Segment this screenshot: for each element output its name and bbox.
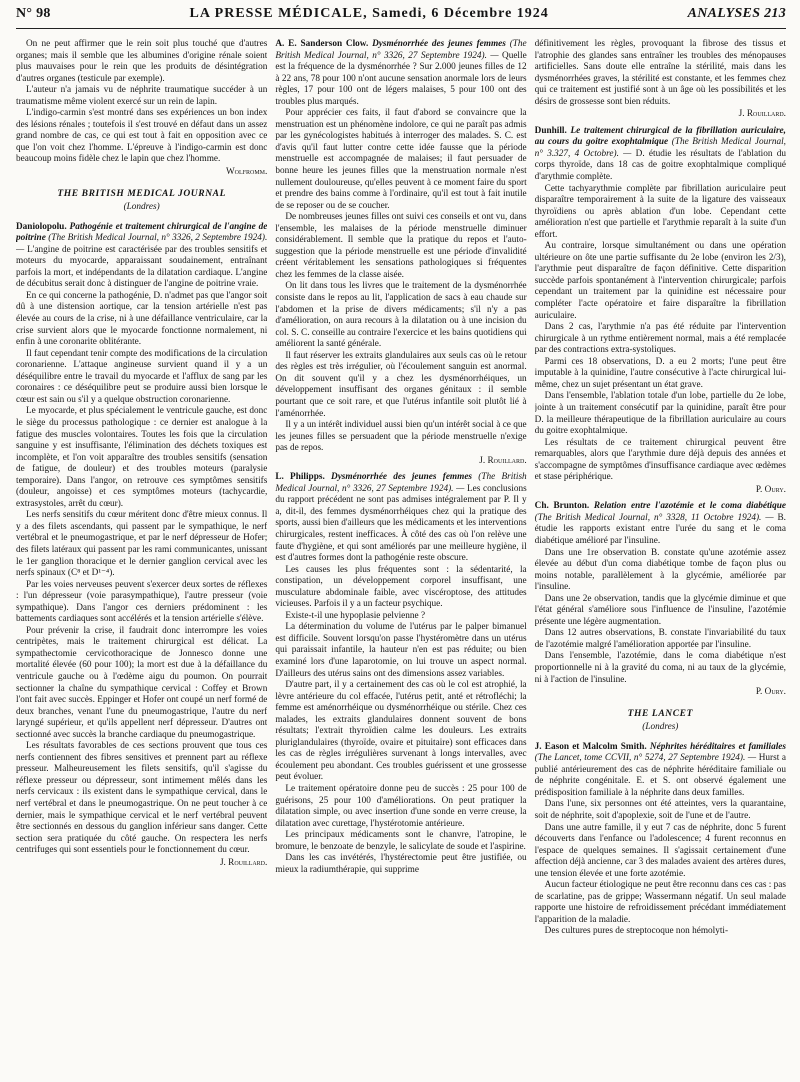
paragraph: Le traitement opératoire donne peu de succès : 25 pour 100 de guérisons, 25 pour 100 d'améliorations. On peut pratiquer la dilatation simple, ou avec insertion d'une sonde en verre creuse, la dilatation avec curettage, l'hystérotomie antérieure. [275, 784, 527, 829]
paragraph: Dans une 2e observation, tandis que la glycémie diminue et que l'état général s'améliore sous l'influence de l'insuline, l'azotémie présente une légère augmentation. [534, 593, 786, 627]
journal-city: (Londres) [123, 202, 160, 213]
paragraph: Existe-t-il une hypoplasie pelvienne ? [285, 610, 426, 621]
paragraph: De nombreuses jeunes filles ont suivi ces conseils et ont vu, dans l'ensemble, les malaises de la période menstruelle diminuer considérablement. Il semble que la pratique du repos et l'auto-suggestion que la période menstruelle est une période d'invalidité créent véritablement les sensations pathologiques si fréquentes chez les femmes de la classe aisée. [275, 212, 527, 280]
paragraph: Pour prévenir la crise, il faudrait donc interrompre les voies centripètes, mais le traitement chirurgical est délicat. La sympathectomie cervicothoracique de Jonnesco donne une mortalité élevée (60 pour 100); la mort est due à la défaillance du ventricule gauche ou à l'œdème aigu du poumon. On pourrait sectionner la chaîne du sympathique cervical : Coffey et Brown l'ont fait avec succès. Eppinger et Hofer ont coupé un nerf formé de deux branches, venant l'une du pneumogastrique, l'autre du nerf laryngé supérieur, et qu'ils appellent nerf dépresseur. D'autres ont sectionné avec succès la branche cardiaque du pneumogastrique. [16, 625, 268, 740]
paragraph: On lit dans tous les livres que le traitement de la dysménorrhée consiste dans le repos au lit, l'application de sacs à eau chaude sur l'abdomen et la prise de divers médicaments; s'il n'y a pas d'amélioration, on aura recours à la dilatation ou à une incision du col. S. C. conseille au contraire l'exercice et les bains quotidiens qui améliorent la santé générale. [275, 281, 527, 350]
signature: P. Oury. [755, 687, 786, 698]
paragraph: Les nerfs sensitifs du cœur méritent donc d'être mieux connus. Il y a des filets ascendants, qui passent par le sympathique, le nerf vertébral et le pneumogastrique, et par le nerf dépresseur de Hofer; des filets latéraux qui passent par les rami communicantes, unissant le 1er ganglion thoracique et le dernier ganglion cervical avec les nerfs spinaux (C⁸ et D¹⁻⁴). [16, 510, 268, 579]
paragraph: Au contraire, lorsque simultanément ou dans une opération ultérieure on ôte une partie suffisante du 2e lobe (environ les 2/3), l'arythmie peut disparaître de façon définitive. Cette disparition succède parfois spontanément à l'intervention chirurgicale; parfois cependant un traitement par la quinidine est nécessaire pour compléter l'acte opératoire et faire disparaître la fibrillation auriculaire. [534, 241, 786, 321]
paragraph: Le myocarde, et plus spécialement le ventricule gauche, est donc le siège du processus pathologique : ce dernier est analogue à la fatigue des muscles volontaires. Toutes les fois que la circulation sanguine y est insuffisante, l'élimination des déchets toxiques est incomplète, et l'on voit apparaître des troubles sensitifs (sensation de fatigue, de douleur) et des troubles moteurs (paralysie temporaire). Dans l'angor, on retrouve ces symptômes sensitifs (douleur, angoisse) et ces symptômes moteurs (tachycardie, extrasystoles, arrêt du cœur). [16, 406, 268, 509]
paragraph: D'autre part, il y a certainement des cas où le col est atrophié, la lèvre antérieure du col effacée, l'utérus petit, anté et rétrofléchi; la femme est aménorrhéique ou dysménorrhéique ou stérile. Chez ces malades, les extraits glandulaires donnent souvent de bons résultats; l'extrait thyroïdien calme les douleurs. Les extraits pluriglandulaires (thyroïde, ovaire et pituitaire) sont efficaces dans les cas de règles irrégulières survenant à longs intervalles, avec écoulement peu abondant. Ces troubles guérissent et une grossesse peut évoluer. [275, 680, 527, 783]
paragraph: Dans une 1re observation B. constate qu'une azotémie assez élevée au début d'un coma diabétique tombe de façon plus ou moins notable, parallèlement à la glycémie, améliorée par l'insuline. [534, 547, 786, 593]
paragraph: Dans une autre famille, il y eut 7 cas de néphrite, donc 5 furent découverts dans l'enfance ou l'adolescence; 4 furent reconnus en l'espace de quelques semaines. Il s'agissait certainement d'une affection déjà ancienne, car 3 des malades avaient des artères dures, une tension élevée et une forte azotémie. [534, 822, 786, 879]
paragraph: Il faut réserver les extraits glandulaires aux seuls cas où le retour des règles est très irrégulier, où l'écoulement sanguin est anormal. On dit souvent qu'il y a chez les dysménorrhéiques, un développement insuffisant des organes génitaux : il semble pourtant que ce soit rare, et que l'utérus infantile soit plutôt lié à l'aménorrhée. [275, 350, 527, 419]
article-abstract: J. Eason et Malcolm Smith. Néphrites héréditaires et familiales (The Lancet, tome CCVII, n° 5274, 27 Septembre 1924). — Hurst a publié antérieurement des cas de néphrite héréditaire familiale ou de néphrite congénitale. E. et S. ont observé également une prédisposition familiale à la néphrite dans deux familles. [534, 741, 786, 798]
paragraph: Dans 12 autres observations, B. constate l'invariabilité du taux de l'azotémie malgré l'amélioration apportée par l'insuline. [534, 628, 786, 650]
article-abstract: L. Philipps. Dysménorrhée des jeunes femmes (The British Medical Journal, n° 3326, 27 Septembre 1924). — Les conclusions du rapport précédent ne sont pas admises intégralement par P. Il y a, dit-il, des femmes dysménorrhéiques chez qui la pratique des sports, aussi bien d'ailleurs que les médicaments et les interventions chirurgicales, restent inefficaces. À côté des cas où l'on relève une faute d'hygiène, et qui sont améliorés par une meilleure hygiène, il est d'autres formes dont la pathogénie reste obscure. [275, 472, 527, 564]
issue-number: N° 98 [16, 6, 51, 21]
paragraph: Les principaux médicaments sont le chanvre, l'atropine, le bromure, le benzoate de benzyle, le salicylate de soude et l'aspirine. [275, 830, 527, 852]
paragraph: Parmi ces 18 observations, D. a eu 2 morts; l'une peut être imputable à la quinidine, l'autre consécutive à l'acte chirurgical lui-même, chez un sujet présentant un état grave. [534, 356, 786, 390]
paragraph: L'auteur n'a jamais vu de néphrite traumatique succéder à un traumatisme même violent exercé sur un rein de lapin. [16, 85, 268, 107]
paragraph: Cette tachyarythmie complète par fibrillation auriculaire peut disparaître temporairement à la suite de la ligature des vaisseaux thyroïdiens ou après ablation d'un lobe. Cependant cette amélioration n'est que partielle et l'arythmie reparaît à la suite d'un effort. [534, 183, 786, 240]
journal-city: (Londres) [642, 722, 679, 733]
article-columns [16, 39, 786, 1075]
paragraph: Il faut cependant tenir compte des modifications de la circulation coronarienne. L'attaque angineuse survient quand il y a un déséquilibre entre le travail du myocarde et l'afflux de sang par les coronaires : ce déséquilibre peut se produire aussi bien lorsque le cœur est sain ou s'il y a quelque obstruction coronarienne. [16, 348, 268, 405]
paragraph: Pour apprécier ces faits, il faut d'abord se convaincre que la menstruation est un phénomène indolore, ce qui ne paraît pas admis par les gynécologistes habitués à interroger des malades. S. C. est d'avis qu'il faut lutter contre cette idée fausse que la période menstruelle est accompagnée de malaises; il faut persuader de bonne heure les jeunes filles que la menstruation normale n'est nullement douloureuse, qu'elles peuvent à ce moment faire du sport et prendre des bains comme à l'ordinaire, qu'il est tout à fait inutile de se reposer ou de se coucher. [275, 108, 527, 211]
article-abstract: Ch. Brunton. Relation entre l'azotémie et le coma diabétique (The British Medical Journal, n° 3328, 11 Octobre 1924). — B. étudie les rapports existant entre l'urée du sang et le coma diabétique amélioré par l'insuline. [534, 501, 786, 546]
journal-heading: THE LANCET [627, 708, 694, 719]
journal-heading: THE BRITISH MEDICAL JOURNAL [57, 188, 226, 199]
signature: J. Rouillard. [479, 455, 527, 466]
paragraph: Les résultats favorables de ces sections prouvent que tous ces nerfs contiennent des fibres sensitives et prennent part au réflexe presseur. Malheureusement les filets sensitifs, qu'il s'agisse du réflexe presseur ou dépresseur, sont intimement mêlés dans les nerfs cervicaux : ils existent dans le sympathique cervical, dans le nerf vertébral et dans le pneumogastrique. On ne peut toucher à ce dernier, mais le sympathique cervical et le nerf vertébral peuvent être sectionnés en dessous du ganglion inférieur sans danger. Cette section sera pratiquée du côté gauche. On respectera les nerfs centrifuges qui sont essentiels pour le fonctionnement du cœur. [16, 741, 268, 856]
paragraph: Par les voies nerveuses peuvent s'exercer deux sortes de réflexes : l'un dépresseur (voie parasympathique), l'autre presseur (voie sympathique). Dans l'angor ces derniers prédominent : les battements cardiaques sont accélérés et la tension artérielle s'élève. [16, 579, 268, 625]
paragraph: Dans les cas invétérés, l'hystérectomie peut être justifiée, ou mieux la radiumthérapie, qui supprime [275, 853, 527, 875]
signature: P. Oury. [755, 484, 786, 495]
paragraph: définitivement les règles, provoquant la fibrose des tissus et l'atrophie des glandes sans entraîner les troubles des ménopauses artificielles. Sans doute elle entraîne la stérilité, mais dans les dysménorrhées graves, la stérilité est constante, et les femmes chez qui ce traitement est justifié sont à un âge où les possibilités et les désirs de grossesse sont bien réduits. [534, 39, 786, 107]
paragraph: L'indigo-carmin s'est montré dans ses expériences un bon index des lésions rénales ; toutefois il s'est trouvé en défaut dans un assez grand nombre de cas, ce qui est tout à fait en opposition avec ce que l'on voit chez l'homme. L'épreuve à l'indigo-carmin est donc beaucoup moins fidèle chez le lapin que chez l'homme. [16, 108, 268, 165]
paragraph: Dans 2 cas, l'arythmie n'a pas été réduite par l'intervention chirurgicale à un rythme entièrement normal, mais a été remplacée par des contractions extra-systoliques. [534, 322, 786, 356]
paragraph: Dans l'ensemble, l'ablation totale d'un lobe, partielle du 2e lobe, jointe à un traitement consécutif par la quinidine, paraît être pour D. la meilleure thérapeutique de la fibrillation auriculaire au cours du goitre exophtalmique. [534, 391, 786, 437]
signature: Wolfromm. [225, 167, 268, 178]
signature: J. Rouillard. [738, 109, 786, 120]
column-1 [16, 39, 267, 1075]
paragraph: Il y a un intérêt individuel aussi bien qu'un intérêt social à ce que les jeunes filles se persuadent que la période menstruelle n'exige pas de repos. [275, 420, 527, 454]
paragraph: La détermination du volume de l'utérus par le palper bimanuel est difficile. Souvent lorsqu'on passe l'hystéromètre dans un utérus qui paraissait infantile, la hauteur n'en est pas réduite; ou bien examiné lors d'une laparotomie, on lui trouve un aspect normal. D'ailleurs des utérus sains ont des dimensions assez variables. [275, 622, 527, 679]
section-page: ANALYSES 213 [687, 6, 786, 21]
signature: J. Rouillard. [219, 857, 268, 868]
column-3 [535, 39, 786, 1075]
article-abstract: Dunhill. Le traitement chirurgical de la fibrillation auriculaire, au cours du goitre exophtalmique (The British Medical Journal, n° 3.327, 4 Octobre). — D. étudie les résultats de l'ablation du corps thyroïde, dans 18 cas de goitre exophtalmique compliqué d'arythmie complète. [534, 125, 786, 183]
page-number: 213 [764, 6, 786, 21]
paragraph: Des cultures pures de streptocoque non hémolyti- [544, 926, 729, 937]
page-header [16, 6, 786, 29]
paragraph: Les résultats de ce traitement chirurgical peuvent être remarquables, alors que l'arythmie dure déjà depuis des années et s'accompagne de symptômes d'insuffisance cardiaque avec œdèmes et stase périphérique. [534, 437, 786, 483]
paragraph: En ce qui concerne la pathogénie, D. n'admet pas que l'angor soit dû à une distension aortique, car la tension artérielle n'est pas élevée au cours de la crise, ni à une défaillance ventriculaire, car la crise survient alors que le myocarde fonctionne normalement, ni enfin à une coronarite oblitérante. [16, 290, 268, 348]
paragraph: Dans l'une, six personnes ont été atteintes, vers la quarantaine, soit de néphrite, soit d'apoplexie, soit de l'une et de l'autre. [534, 799, 786, 821]
paragraph: Les causes les plus fréquentes sont : la sédentarité, la constipation, un développement corporel insuffisant, une musculature abdominale faible, avec viscéroptose, des attitudes vicieuses. Parfois il y a un facteur psychique. [275, 564, 527, 610]
article-abstract: A. E. Sanderson Clow. Dysménorrhée des jeunes femmes (The British Medical Journal, n° 3326, 27 Septembre 1924). — Quelle est la fréquence de la dysménorrhée ? Sur 2.000 jeunes filles de 12 à 22 ans, 78 pour 100 n'ont aucune sensation anormale lors de leurs règles, 17 pour 100 ont de légers malaises, 5 pour 100 ont des troubles plus marqués. [275, 39, 527, 107]
column-2 [275, 39, 526, 1075]
paragraph: On ne peut affirmer que le rein soit plus touché que d'autres organes; mais il semble que les albumines d'origine rénale soient plus mauvaises pour le rein que les produits de désintégration d'autres organes (testicule par exemple). [16, 39, 268, 84]
journal-title: LA PRESSE MÉDICALE, Samedi, 6 Décembre 1924 [189, 6, 549, 21]
paragraph: Aucun facteur étiologique ne peut être reconnu dans ces cas : pas de scarlatine, pas de grippe; Wassermann négatif. Un seul malade rapporte une histoire de refroidissement précédant immédiatement l'apparition de la maladie. [534, 880, 786, 925]
article-abstract: Daniolopolu. Pathogénie et traitement chirurgical de l'angine de poitrine (The British Medical Journal, n° 3326, 2 Septembre 1924). — L'angine de poitrine est caractérisée par des troubles sensitifs et moteurs du myocarde, apparaissant soudainement, entraînant parfois la mort, et indépendants de la dilatation cardiaque. L'angine de décubitus serait donc à distinguer de l'angine de poitrine vraie. [16, 221, 268, 290]
paragraph: Dans l'ensemble, l'azotémie, dans le coma diabétique n'est proportionnelle ni à la gravité du coma, ni au taux de la glycémie, ni à l'action de l'insuline. [534, 651, 786, 685]
